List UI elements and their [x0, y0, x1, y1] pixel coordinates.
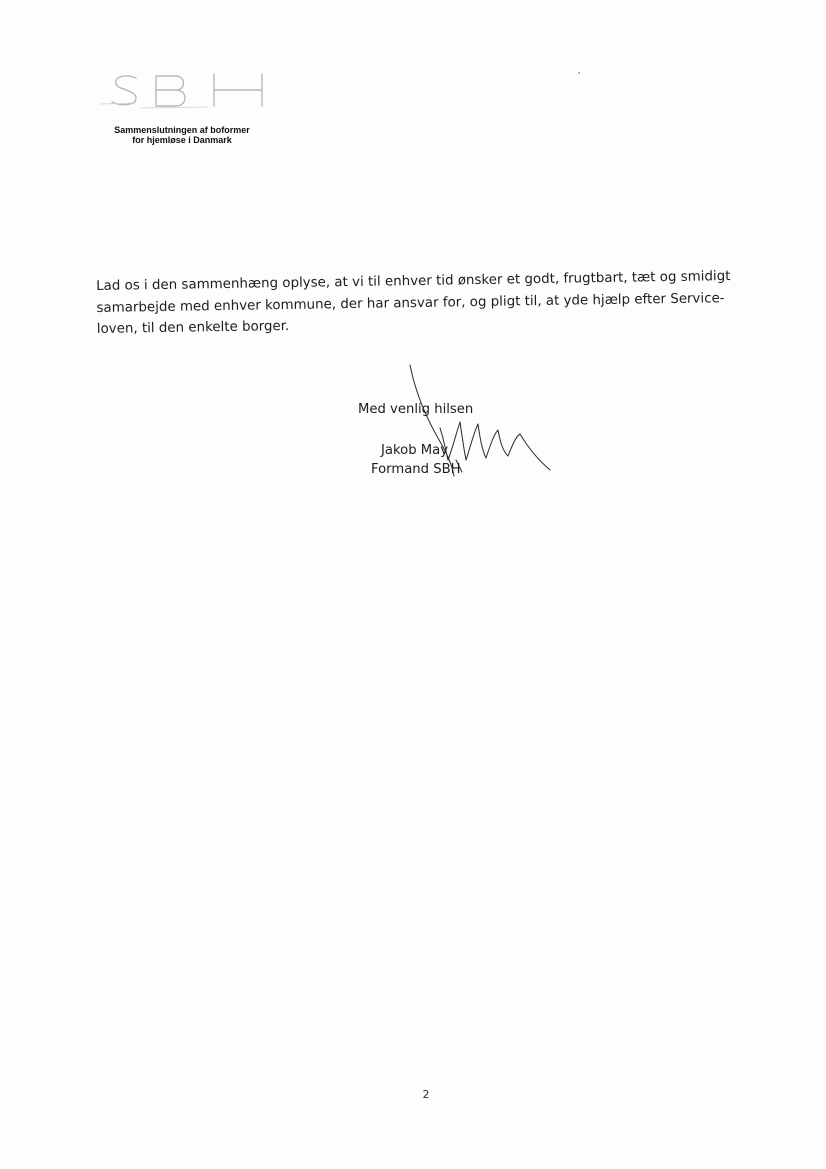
organization-name-line-2: for hjemløse i Danmark [132, 135, 232, 145]
body-line-1: Lad os i den sammenhæng oplyse, at vi til enhver tid ønsker et godt, frugtbart, tæt og smidigt [96, 269, 731, 294]
scan-speck [578, 72, 580, 74]
sbh-logo [96, 64, 276, 114]
organization-name [92, 125, 272, 145]
organization-name-line-1: Sammenslutningen af boformer [114, 125, 250, 135]
body-line-2: samarbejde med enhver kommune, der har ansvar for, og pligt til, at yde hjælp efter Service- [96, 290, 725, 316]
closing-greeting: Med venlig hilsen [358, 402, 474, 417]
page-number: 2 [422, 1088, 430, 1101]
body-line-3: loven, til den enkelte borger. [96, 318, 290, 337]
signer-name: Jakob May [381, 443, 449, 458]
letter-body [96, 266, 747, 341]
handwritten-signature [400, 360, 560, 490]
signer-title: Formand SBH [371, 462, 461, 477]
